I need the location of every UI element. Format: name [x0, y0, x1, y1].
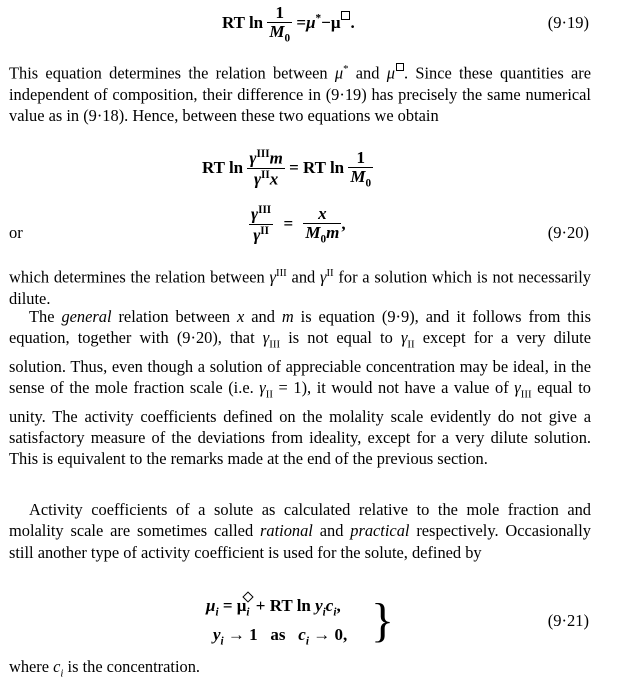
fraction-numerator: 1: [275, 3, 284, 22]
para3-text-a: The: [29, 307, 62, 326]
para5-text-a: where: [9, 657, 54, 676]
para3-text-g: = 1), it would not have a value of: [272, 378, 515, 398]
superscript-iii: III: [256, 148, 270, 161]
label-or: or: [9, 223, 23, 242]
superscript-iii: III: [275, 267, 287, 279]
para3-text-h: equal to unity. The activity coefficients defined on the molality scale evidently do not give a satisfactory measure of the deviations from ideality, except for a very dilute solution. This is equivalent to the remarks made at the end of the previous section.: [9, 378, 591, 469]
subscript-zero: 0: [320, 233, 327, 246]
equals-sign: =: [283, 214, 294, 234]
subscript-iii: III: [520, 388, 532, 401]
symbol-m: m: [269, 149, 283, 169]
para1-text-and: and: [348, 63, 387, 83]
right-brace-icon: }: [371, 594, 395, 647]
plus-rt-ln: + RT ln: [251, 596, 316, 615]
fraction-numerator: x: [318, 204, 327, 223]
superscript-ii: II: [261, 168, 270, 181]
square-superscript-icon: [396, 63, 404, 71]
symbol-y: y: [315, 596, 323, 615]
subscript-i: i: [60, 667, 64, 680]
fraction-numerator: [247, 149, 284, 168]
symbol-x: x: [237, 307, 245, 326]
symbol-gamma: γ: [514, 378, 521, 398]
symbol-mu: μ: [306, 13, 316, 33]
superscript-ii: II: [260, 224, 269, 237]
symbol-c: c: [298, 625, 306, 644]
emphasis-rational: rational: [260, 521, 313, 541]
subscript-iii: III: [269, 338, 281, 351]
symbol-m: M: [350, 166, 366, 186]
minus-mu: −μ: [321, 13, 341, 33]
fraction-gamma-ratio: [249, 205, 273, 245]
para3-text-c: and: [244, 307, 282, 326]
fraction-denominator: [267, 22, 292, 45]
fraction-gamma-ratio: [247, 149, 284, 189]
symbol-m-lower: m: [281, 307, 294, 326]
para3-text-d: is equation (9·9), and it follows from this equation, together with (9·20), that: [9, 307, 591, 348]
arrow-one-as: → 1 as: [223, 625, 299, 644]
star-superscript: *: [343, 63, 349, 75]
paragraph-4: [9, 499, 591, 563]
para4-text-c: respectively. Occasionally still another type of activity coefficient is used for the solute, defined by: [9, 521, 591, 562]
equals-sign: =: [296, 13, 307, 33]
symbol-m: M: [269, 21, 285, 41]
symbol-gamma: γ: [269, 267, 276, 287]
equation-9-21-line-2: [213, 625, 347, 647]
para4-text-b: and: [312, 521, 351, 541]
fraction-numerator: 1: [356, 148, 365, 167]
superscript-ii: II: [326, 267, 334, 279]
symbol-gamma: γ: [253, 169, 262, 189]
symbol-gamma: γ: [319, 267, 327, 287]
equation-number-9-21: (9·21): [547, 611, 589, 630]
para3-text-e: is not equal to: [280, 328, 401, 348]
symbol-gamma: γ: [259, 378, 266, 398]
paragraph-1: [9, 59, 591, 126]
emphasis-practical: practical: [350, 521, 410, 541]
para2-text-c: for a solution which is not necessarily dilute.: [9, 267, 591, 308]
emphasis-general: general: [61, 307, 112, 326]
symbol-gamma: γ: [249, 149, 257, 169]
subscript-i: i: [322, 606, 326, 619]
fraction-1-over-m0: [267, 4, 292, 45]
eq-rt-ln: RT ln: [202, 158, 244, 178]
fraction-denominator: [348, 167, 373, 190]
subscript-zero: 0: [284, 32, 291, 45]
symbol-c: c: [53, 657, 61, 676]
para4-text-a: Activity coefficients of a solute as calculated relative to the mole fraction and molality scale are sometimes called: [9, 500, 591, 541]
equation-9-20: [249, 205, 346, 246]
symbol-gamma: γ: [251, 205, 259, 225]
equals-rt-ln: = RT ln: [289, 158, 345, 178]
symbol-mu: μ: [386, 63, 395, 83]
comma: ,: [341, 214, 346, 234]
equation-number-9-20: (9·20): [547, 223, 589, 242]
symbol-m-lower: m: [326, 222, 340, 242]
symbol-y: y: [213, 625, 221, 644]
para5-text-b: is the concentration.: [63, 657, 200, 676]
para2-text-a: which determines the relation between: [9, 267, 270, 287]
subscript-zero: 0: [365, 177, 372, 190]
equation-9-19: RT ln $\frac{1}{M_0}$ =μ*−μ .: [222, 3, 355, 45]
fraction-1-over-m0: [348, 149, 373, 190]
equals-mu: = μ: [218, 596, 247, 615]
symbol-gamma: γ: [253, 225, 261, 245]
fraction-denominator: [249, 224, 273, 245]
symbol-c: c: [325, 596, 334, 615]
comma: ,: [336, 596, 341, 615]
para1-text-a: This equation determines the relation between: [9, 63, 335, 83]
symbol-m: M: [305, 222, 321, 242]
subscript-ii: II: [265, 388, 273, 401]
fraction-x-over-m0m: [303, 205, 341, 246]
subscript-i: i: [305, 635, 309, 648]
para1-text-b: . Since these quantities are independent of composition, their difference in (9·19) has precisely the same numerical value as in (9·18). Hence, between these two equations we obtain: [9, 63, 591, 126]
star-superscript: *: [315, 12, 322, 25]
para3-text-b: relation between: [111, 307, 238, 326]
fraction-denominator: [247, 168, 284, 189]
arrow-zero: → 0,: [308, 625, 348, 644]
paragraph-3: [9, 306, 591, 470]
subscript-ii: II: [407, 338, 415, 351]
eq-rt-ln: RT ln: [222, 13, 264, 33]
symbol-mu: μ: [206, 596, 216, 615]
paragraph-5: [9, 656, 591, 685]
para2-text-b: and: [286, 267, 320, 287]
fraction-numerator: [249, 205, 273, 224]
subscript-i: i: [215, 606, 219, 619]
symbol-x: x: [269, 169, 279, 189]
subscript-i: i: [333, 606, 337, 619]
equation-combined: [202, 149, 373, 190]
subscript-i: i: [246, 606, 250, 619]
para3-text-f: except for a very dilute solution. Thus, even though a solution of appreciable concentration may be ideal, in the sense of the mole fraction scale (i.e.: [9, 328, 591, 398]
symbol-mu: μ: [334, 63, 344, 83]
paragraph-2: [9, 263, 591, 309]
symbol-gamma: γ: [400, 328, 408, 348]
subscript-i: i: [220, 635, 224, 648]
symbol-gamma: γ: [262, 328, 270, 348]
superscript-iii: III: [258, 204, 272, 217]
equation-number-9-19: (9·19): [547, 13, 589, 32]
equation-9-21-line-1: [206, 593, 341, 618]
fraction-denominator: [303, 223, 341, 246]
